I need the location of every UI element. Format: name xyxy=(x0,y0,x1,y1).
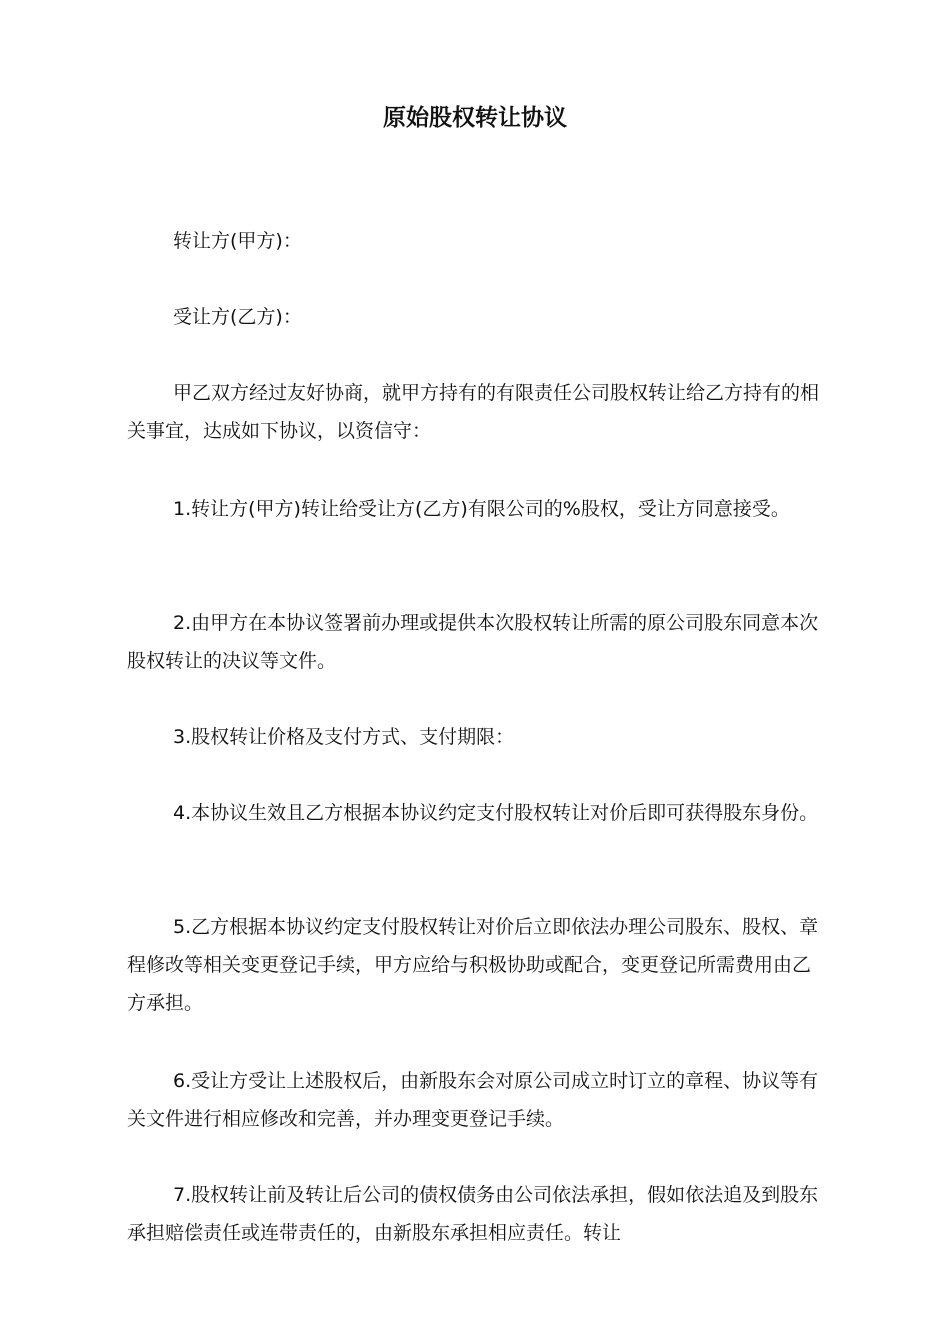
clause-4: 4.本协议生效且乙方根据本协议约定支付股权转让对价后即可获得股东身份。 xyxy=(173,802,819,824)
paragraph-transferee: 受让方(乙方)： xyxy=(173,306,302,328)
clause-2: 2.由甲方在本协议签署前办理或提供本次股权转让所需的原公司股东同意本次股权转让的决议等文件。 xyxy=(127,612,819,672)
paragraph-transferor: 转让方(甲方)： xyxy=(173,230,302,252)
clause-5: 5.乙方根据本协议约定支付股权转让对价后立即依法办理公司股东、股权、章程修改等相关变更登记手续，甲方应给与积极协助或配合，变更登记所需费用由乙方承担。 xyxy=(127,916,819,1014)
clause-3: 3.股权转让价格及支付方式、支付期限： xyxy=(173,726,515,748)
document-title: 原始股权转让协议 xyxy=(383,105,567,131)
paragraph-preamble: 甲乙双方经过友好协商，就甲方持有的有限责任公司股权转让给乙方持有的相关事宜，达成如下协议，以资信守： xyxy=(127,382,820,442)
clause-6: 6.受让方受让上述股权后，由新股东会对原公司成立时订立的章程、协议等有关文件进行相应修改和完善，并办理变更登记手续。 xyxy=(127,1070,819,1130)
clause-7: 7.股权转让前及转让后公司的债权债务由公司依法承担，假如依法追及到股东承担赔偿责任或连带责任的，由新股东承担相应责任。转让 xyxy=(127,1184,819,1244)
clause-1: 1.转让方(甲方)转让给受让方(乙方)有限公司的%股权，受让方同意接受。 xyxy=(173,498,790,520)
